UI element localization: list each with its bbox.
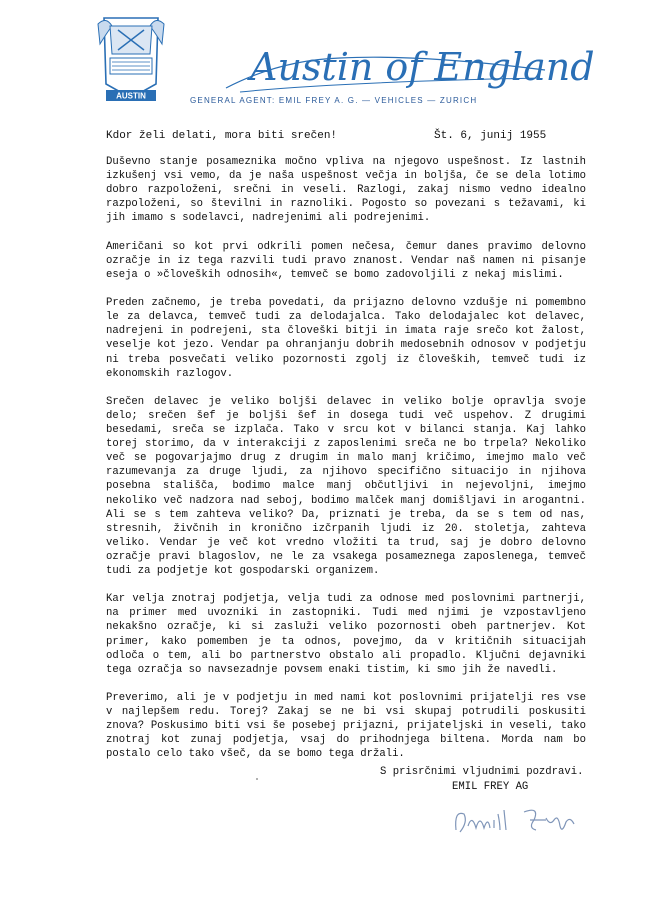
brand-wordmark: Austin of England — [250, 45, 595, 89]
issue-number: Št. 6, junij 1955 — [434, 130, 547, 142]
crest-banner-text: AUSTIN — [116, 91, 146, 101]
agent-line: GENERAL AGENT: EMIL FREY A. G. — VEHICLES — ZURICH — [190, 96, 478, 105]
newsletter-motto: Kdor želi delati, mora biti srečen! — [106, 130, 338, 142]
coat-of-arms-logo — [96, 14, 166, 106]
paragraph: Srečen delavec je veliko boljši delavec in veliko bolje opravlja svoje delo; srečen šef je boljši šef in dosega tudi več uspehov. Z drugimi besedami, sreča se izplača. Tako v srcu kot v bilanci stanja. Kaj lahko torej storimo, da v interakciji z zaposlenimi sreča ne bo trpela? Nekoliko več se pogovarjajmo drug z drugim in malo manj kričimo, imejmo malo več razumevanja za druge ljudi, za njihovo specifično situacijo in njihova posebna stališča, bodimo malce manj občutljivi in nejevoljni, imejmo nekoliko več nadzora nad seboj, bodimo malček manj domišljavi in arogantni. Ali se s tem zahteva veliko? Da, priznati je treba, da se s tem od nas, stresnih, živčnih in kronično izčrpanih ljudi iz 20. stoletja, zahteva veliko. Vendar je več kot vredno vložiti ta trud, saj je dobro delovno ozračje pravi blagoslov, ne le za vsakega posameznega zaposlenega, temveč tudi za podjetje kot gospodarski organizem. — [106, 395, 586, 577]
paragraph: Američani so kot prvi odkrili pomen nečesa, čemur danes pravimo delovno ozračje in iz tega razvili tudi pravo znanost. Vendar naš namen ni pisanje eseja o »človeških odnosih«, temveč se bomo zadovoljili z nekaj mislimi. — [106, 240, 586, 281]
handwritten-signature — [450, 800, 590, 840]
paper-speck — [256, 778, 258, 780]
paragraph: Preverimo, ali je v podjetju in med nami kot poslovnimi prijatelji res vse v najlepšem redu. Torej? Zakaj se ne bi vsi skupaj potrudili poskusiti znova? Poskusimo biti vsi še posebej prijazni, prijateljski in veseli, tako znotraj kot zunaj podjetja, vsaj do prihodnjega biltena. Morda nam bo postalo celo tako všeč, da se bomo tega držali. — [106, 692, 586, 761]
paragraph: Preden začnemo, je treba povedati, da prijazno delovno vzdušje ni pomembno le za delavca, temveč tudi za delodajalca. Tako delodajalec kot delavec, nadrejeni in podrejeni, sta človeški bitji in imata raje srečo kot žalost, veselje kot jezo. Vendar pa ohranjanju dobrih medosebnih odnosov v podjetju ni treba posvečati veliko pozornosti zgolj iz človeških, temveč tudi iz ekonomskih razlogov. — [106, 297, 586, 380]
paragraph: Duševno stanje posameznika močno vpliva na njegovo uspešnost. Iz lastnih izkušenj vsi vemo, da je naša uspešnost večja in boljša, če se dela lotimo dobro razpoloženi, srečni in veseli. Razlogi, zakaj nismo vedno idealno razpoloženi, so številni in raznoliki. Pogosto so povezani s težavami, ki jih imamo s sodelavci, nadrejenimi ali podrejenimi. — [106, 156, 586, 225]
closing-greeting: S prisrčnimi vljudnimi pozdravi. — [380, 766, 584, 778]
letter-body — [106, 155, 586, 776]
paragraph: Kar velja znotraj podjetja, velja tudi za odnose med poslovnimi partnerji, na primer med uvozniki in zastopniki. Tudi med njimi je vzpostavljeno nekakšno ozračje, ki si zasluži veliko pozornosti obeh partnerjev. Kot primer, kako pomemben je ta odnos, povejmo, da v kritičnih situacijah odloča o tem, ali bo partnerstvo obstalo ali propadlo. Ključni dejavniki tega ozračja so navsezadnje povsem enaki tistim, ki smo jih že navedli. — [106, 593, 586, 676]
company-name: EMIL FREY AG — [452, 781, 529, 793]
austin-of-england-logo — [220, 30, 595, 100]
